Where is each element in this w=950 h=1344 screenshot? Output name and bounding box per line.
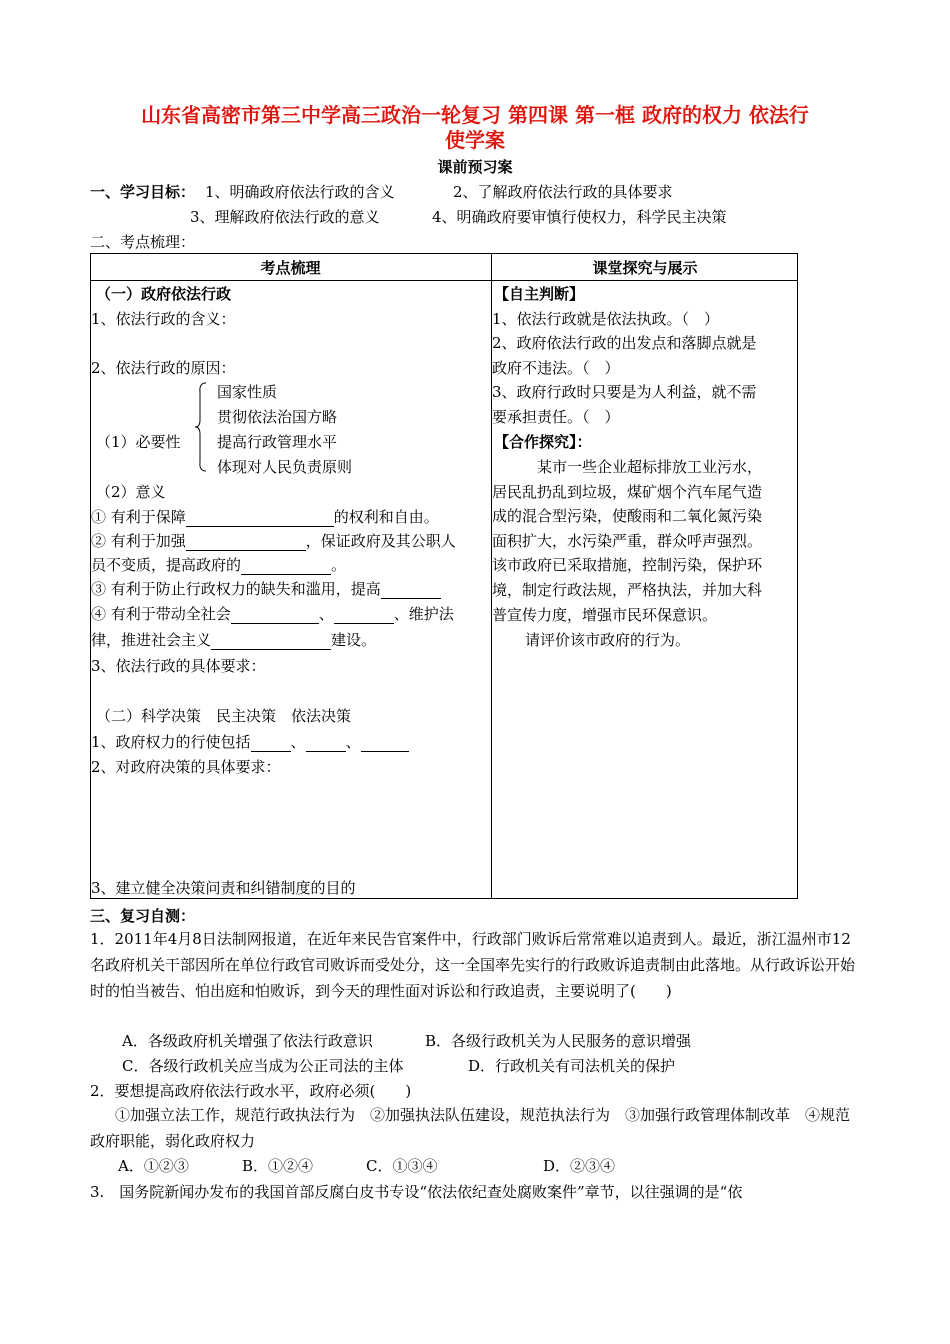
meaning-1: ① 有利于保障 的权利和自由。	[91, 508, 439, 526]
blank	[211, 631, 331, 650]
q1-option-d: D．行政机关有司法机关的保护	[468, 1057, 676, 1075]
q-meaning: 1、依法行政的含义：	[91, 310, 236, 328]
q1-option-a: A．各级政府机关增强了依法行政意识	[122, 1032, 373, 1050]
title-line-1: 山东省高密市第三中学高三政治一轮复习 第四课 第一框 政府的权力 依法行	[141, 103, 809, 127]
case-line: 某市一些企业超标排放工业污水，	[537, 458, 763, 476]
blank	[251, 733, 291, 752]
blank	[381, 580, 441, 599]
blank	[334, 605, 394, 624]
necessity-item: 国家性质	[217, 383, 278, 401]
subtitle: 课前预习案	[437, 158, 513, 176]
judge-1: 1、依法行政就是依法执政。（ ）	[492, 310, 720, 328]
blank	[361, 733, 409, 752]
judge-3: 3、政府行政时只要是为人利益，就不需	[492, 383, 757, 401]
q1-option-b: B．各级行政机关为人民服务的意识增强	[425, 1032, 692, 1050]
necessity-item: 提高行政管理水平	[217, 433, 338, 451]
blank	[306, 733, 346, 752]
q1-option-c: C．各级行政机关应当成为公正司法的主体	[122, 1057, 404, 1075]
right-column-header: 课堂探究与展示	[592, 259, 698, 277]
title-line-2: 使学案	[445, 128, 505, 152]
part2-q3: 3、建立健全决策问责和纠错制度的目的	[91, 879, 356, 897]
objective-2: 2、了解政府依法行政的具体要求	[453, 183, 673, 201]
case-question: 请评价该市政府的行为。	[525, 631, 691, 649]
meaning-4-cont: 律，推进社会主义 建设。	[91, 631, 377, 649]
necessity-item: 体现对人民负责原则	[217, 458, 353, 476]
document-title	[90, 103, 860, 153]
necessity-brace	[195, 382, 207, 472]
question-1: 1．2011年4月8日法制网报道，在近年来民告官案件中，行政部门败诉后常常难以追责到人。最近，浙江温州市12名政府机关干部因所在单位行政官司败诉而受处分，这一全国率先实行的行政败诉追责制由此落地。从行政诉讼开始时的怕当被告、怕出庭和怕败诉，到今天的理性面对诉讼和行政追责，主要说明了( )	[90, 930, 856, 1000]
case-line: 普宣传力度，增强市民环保意识。	[492, 606, 718, 624]
section3-label: 三、复习自测：	[90, 907, 196, 925]
meaning-4: ④ 有利于带动全社会 、 、维护法	[91, 605, 454, 623]
blank	[231, 605, 319, 624]
coop-label: 【合作探究】：	[494, 433, 592, 451]
question-2: 2．要想提高政府依法行政水平，政府必须( )	[90, 1082, 412, 1100]
part2-q2: 2、对政府决策的具体要求：	[91, 758, 281, 776]
case-line: 成的混合型污染，使酸雨和二氧化氮污染	[492, 507, 763, 525]
table-header-rule	[90, 280, 798, 281]
q2-option-d: D．②③④	[543, 1157, 616, 1175]
objectives-label: 一、学习目标：	[90, 183, 196, 201]
q2-option-c: C．①③④	[366, 1157, 438, 1175]
section2-label: 二、考点梳理：	[90, 233, 196, 251]
question-3: 3. 国务院新闻办发布的我国首部反腐白皮书专设“依法依纪查处腐败案件”章节，以往强调的是“依	[90, 1183, 743, 1201]
objective-3: 3、理解政府依法行政的意义	[190, 208, 380, 226]
necessity-item: 贯彻依法治国方略	[217, 408, 338, 426]
meaning-3: ③ 有利于防止行政权力的缺失和滥用，提高	[91, 578, 441, 599]
objective-1: 1、明确政府依法行政的含义	[205, 183, 395, 201]
q2-option-a: A．①②③	[118, 1157, 189, 1175]
meaning-2: ② 有利于加强 ，保证政府及其公职人	[91, 532, 456, 550]
blank	[186, 508, 334, 527]
meaning-label: （2）意义	[96, 483, 166, 501]
case-line: 面积扩大，水污染严重，群众呼声强烈。	[492, 532, 763, 550]
part2-heading: （二）科学决策 民主决策 依法决策	[96, 707, 352, 725]
judge-label: 【自主判断】	[494, 285, 585, 303]
q2-option-b: B．①②④	[242, 1157, 314, 1175]
case-line: 居民乱扔乱到垃圾，煤矿烟个汽车尾气造	[492, 483, 763, 501]
judge-3-cont: 要承担责任。（ ）	[492, 408, 620, 426]
part2-q1: 1、政府权力的行使包括 、 、	[91, 731, 409, 752]
case-line: 境，制定行政法规，严格执法，并加大科	[492, 581, 763, 599]
blank	[241, 556, 331, 575]
objective-4: 4、明确政府要审慎行使权力，科学民主决策	[432, 208, 727, 226]
necessity-label: （1）必要性	[96, 433, 181, 451]
q-requirements: 3、依法行政的具体要求：	[91, 657, 266, 675]
q-reason: 2、依法行政的原因：	[91, 359, 236, 377]
blank	[186, 532, 306, 551]
part1-heading: （一）政府依法行政	[96, 285, 232, 303]
meaning-2-cont: 员不变质，提高政府的 。	[91, 556, 347, 574]
judge-2-cont: 政府不违法。（ ）	[492, 359, 620, 377]
judge-2: 2、政府依法行政的出发点和落脚点就是	[492, 334, 757, 352]
left-column-header: 考点梳理	[260, 259, 321, 277]
q2-statements: ①加强立法工作，规范行政执法行为 ②加强执法队伍建设，规范执法行为 ③加强行政管理体制改革 ④规范政府职能，弱化政府权力	[90, 1106, 851, 1150]
case-line: 该市政府已采取措施，控制污染，保护环	[492, 556, 763, 574]
